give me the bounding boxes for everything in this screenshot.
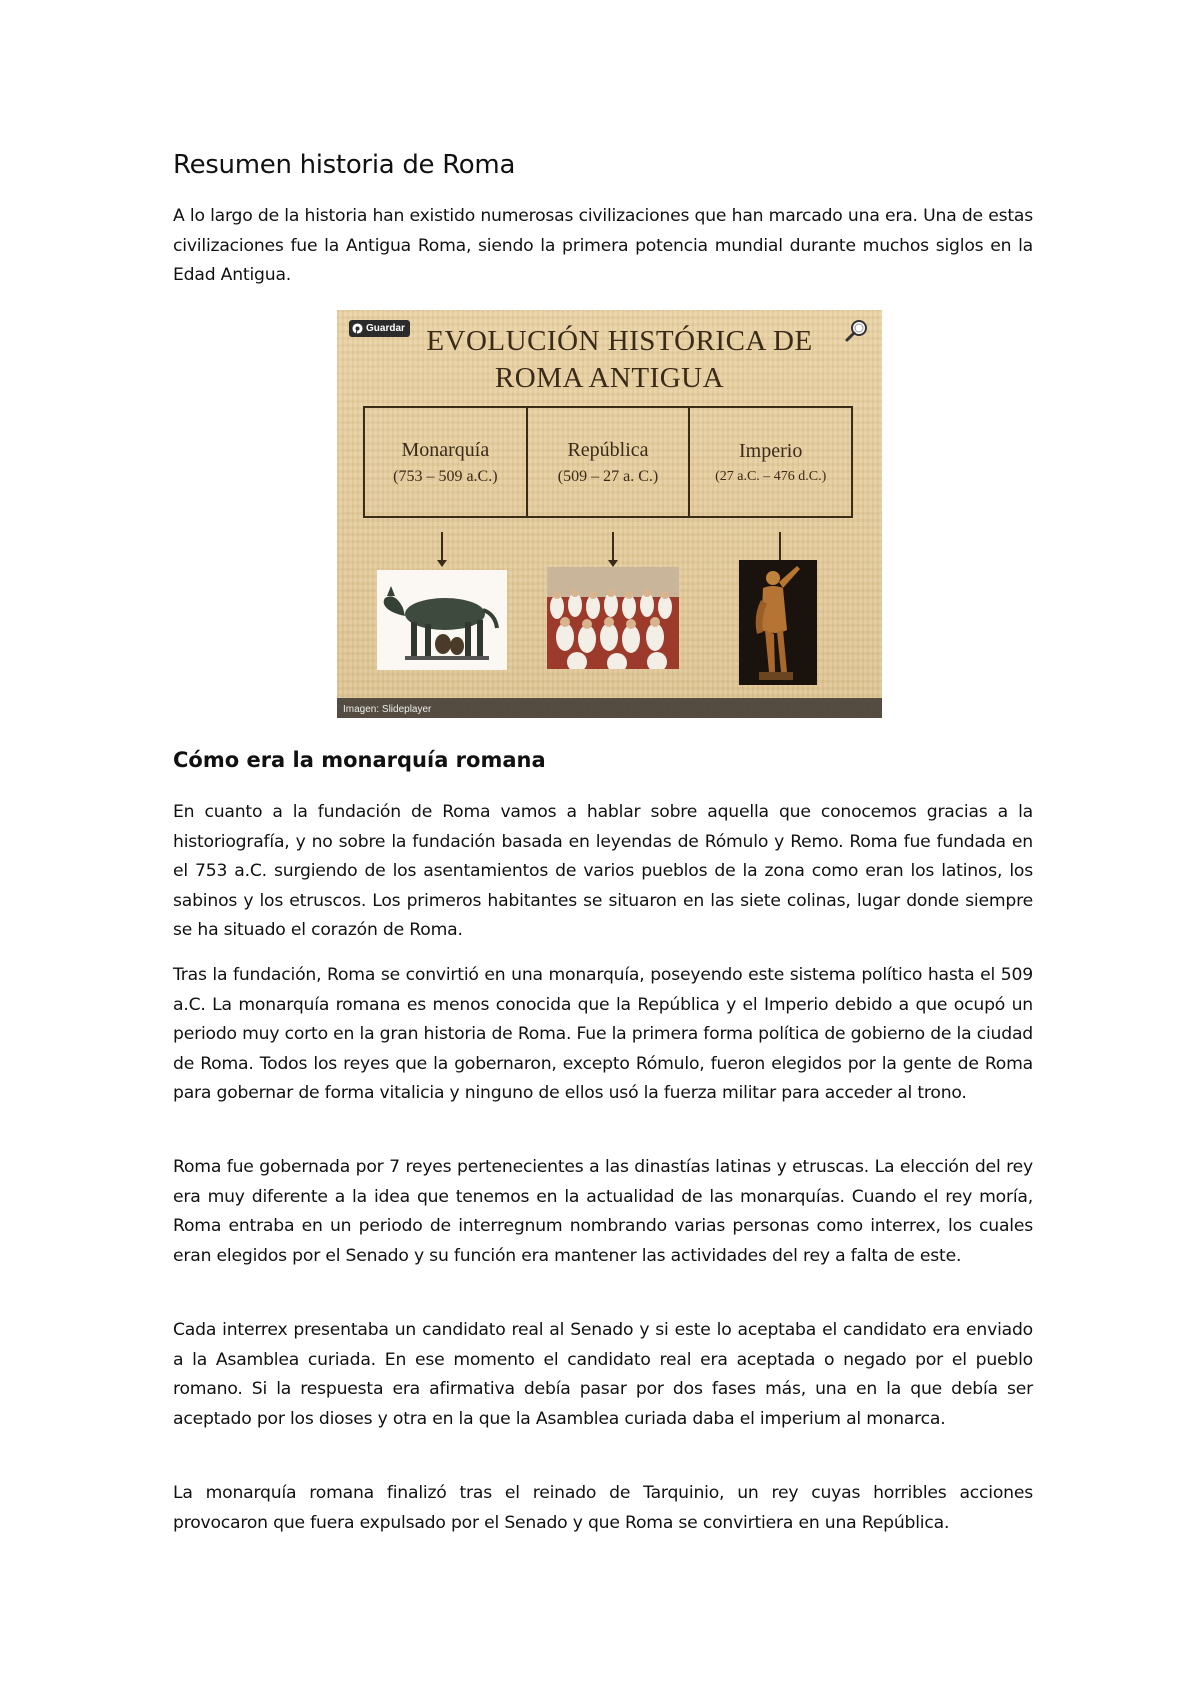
capitoline-wolf-image <box>377 570 507 670</box>
period-monarquia <box>365 408 528 516</box>
image-caption: Imagen: Slideplayer <box>343 704 432 715</box>
period-dates: (27 a.C. – 476 d.C.) <box>715 468 827 484</box>
roman-senate-image <box>547 567 679 669</box>
intro-paragraph: A lo largo de la historia han existido numerosas civilizaciones que han marcado una era. Una de estas civilizaciones fue la Antigua Roma, siendo la primera potencia mundial durante muchos siglos en la Edad Antigua. <box>173 206 1033 286</box>
augustus-statue-image <box>739 560 817 685</box>
arrow-down-icon <box>779 532 781 562</box>
body-paragraph: La monarquía romana finalizó tras el reinado de Tarquinio, un rey cuyas horribles acciones provocaron que fuera expulsado por el Senado y que Roma se convirtiera en una República. <box>173 1483 1033 1533</box>
roman-history-figure <box>337 310 882 718</box>
period-name: República <box>567 438 649 461</box>
body-paragraph: Roma fue gobernada por 7 reyes pertenecientes a las dinastías latinas y etruscas. La elección del rey era muy diferente a la idea que tenemos en la actualidad de las monarquías. Cuando el rey moría, Roma entraba en un periodo de interregnum nombrando varias personas como interrex, los cuales eran elegidos por el Senado y su función era mantener las actividades del rey a falta de este. <box>173 1157 1033 1266</box>
save-label: Guardar <box>366 323 405 334</box>
period-republica <box>528 408 691 516</box>
period-name: Monarquía <box>401 438 490 461</box>
periods-timeline <box>363 406 853 518</box>
period-imperio <box>690 408 851 516</box>
period-dates: (753 – 509 a.C.) <box>393 467 498 485</box>
period-dates: (509 – 27 a. C.) <box>557 467 659 485</box>
body-paragraph: Cada interrex presentaba un candidato real al Senado y si este lo aceptaba el candidato era enviado a la Asamblea curiada. En ese momento el candidato real era aceptada o negado por el pueblo romano. Si la respuesta era afirmativa debía pasar por dos fases más, una en la que debía ser aceptado por los dioses y otra en la que la Asamblea curiada daba el imperium al monarca. <box>173 1320 1033 1429</box>
period-name: Imperio <box>739 439 803 462</box>
arrow-down-icon <box>612 532 614 562</box>
body-paragraph: Tras la fundación, Roma se convirtió en una monarquía, poseyendo este sistema político hasta el 509 a.C. La monarquía romana es menos conocida que la República y el Imperio debido a que ocupó un periodo muy corto en la gran historia de Roma. Fue la primera forma política de gobierno de la ciudad de Roma. Todos los reyes que la gobernaron, excepto Rómulo, fueron elegidos por la gente de Roma para gobernar de forma vitalicia y ninguno de ellos usó la fuerza militar para acceder al trono. <box>173 965 1033 1104</box>
document-title: Resumen historia de Roma <box>173 150 516 180</box>
arrow-down-icon <box>441 532 443 562</box>
slide-title-line2: ROMA ANTIGUA <box>494 362 725 394</box>
section-heading: Cómo era la monarquía romana <box>173 748 546 772</box>
body-paragraph: En cuanto a la fundación de Roma vamos a hablar sobre aquella que conocemos gracias a la historiografía, y no sobre la fundación basada en leyendas de Rómulo y Remo. Roma fue fundada en el 753 a.C. surgiendo de los asentamientos de varios pueblos de la zona como eran los latinos, los sabinos y los etruscos. Los primeros habitantes se situaron en las siete colinas, lugar donde siempre se ha situado el corazón de Roma. <box>173 802 1033 941</box>
slide-title-line1: EVOLUCIÓN HISTÓRICA DE <box>426 325 813 357</box>
